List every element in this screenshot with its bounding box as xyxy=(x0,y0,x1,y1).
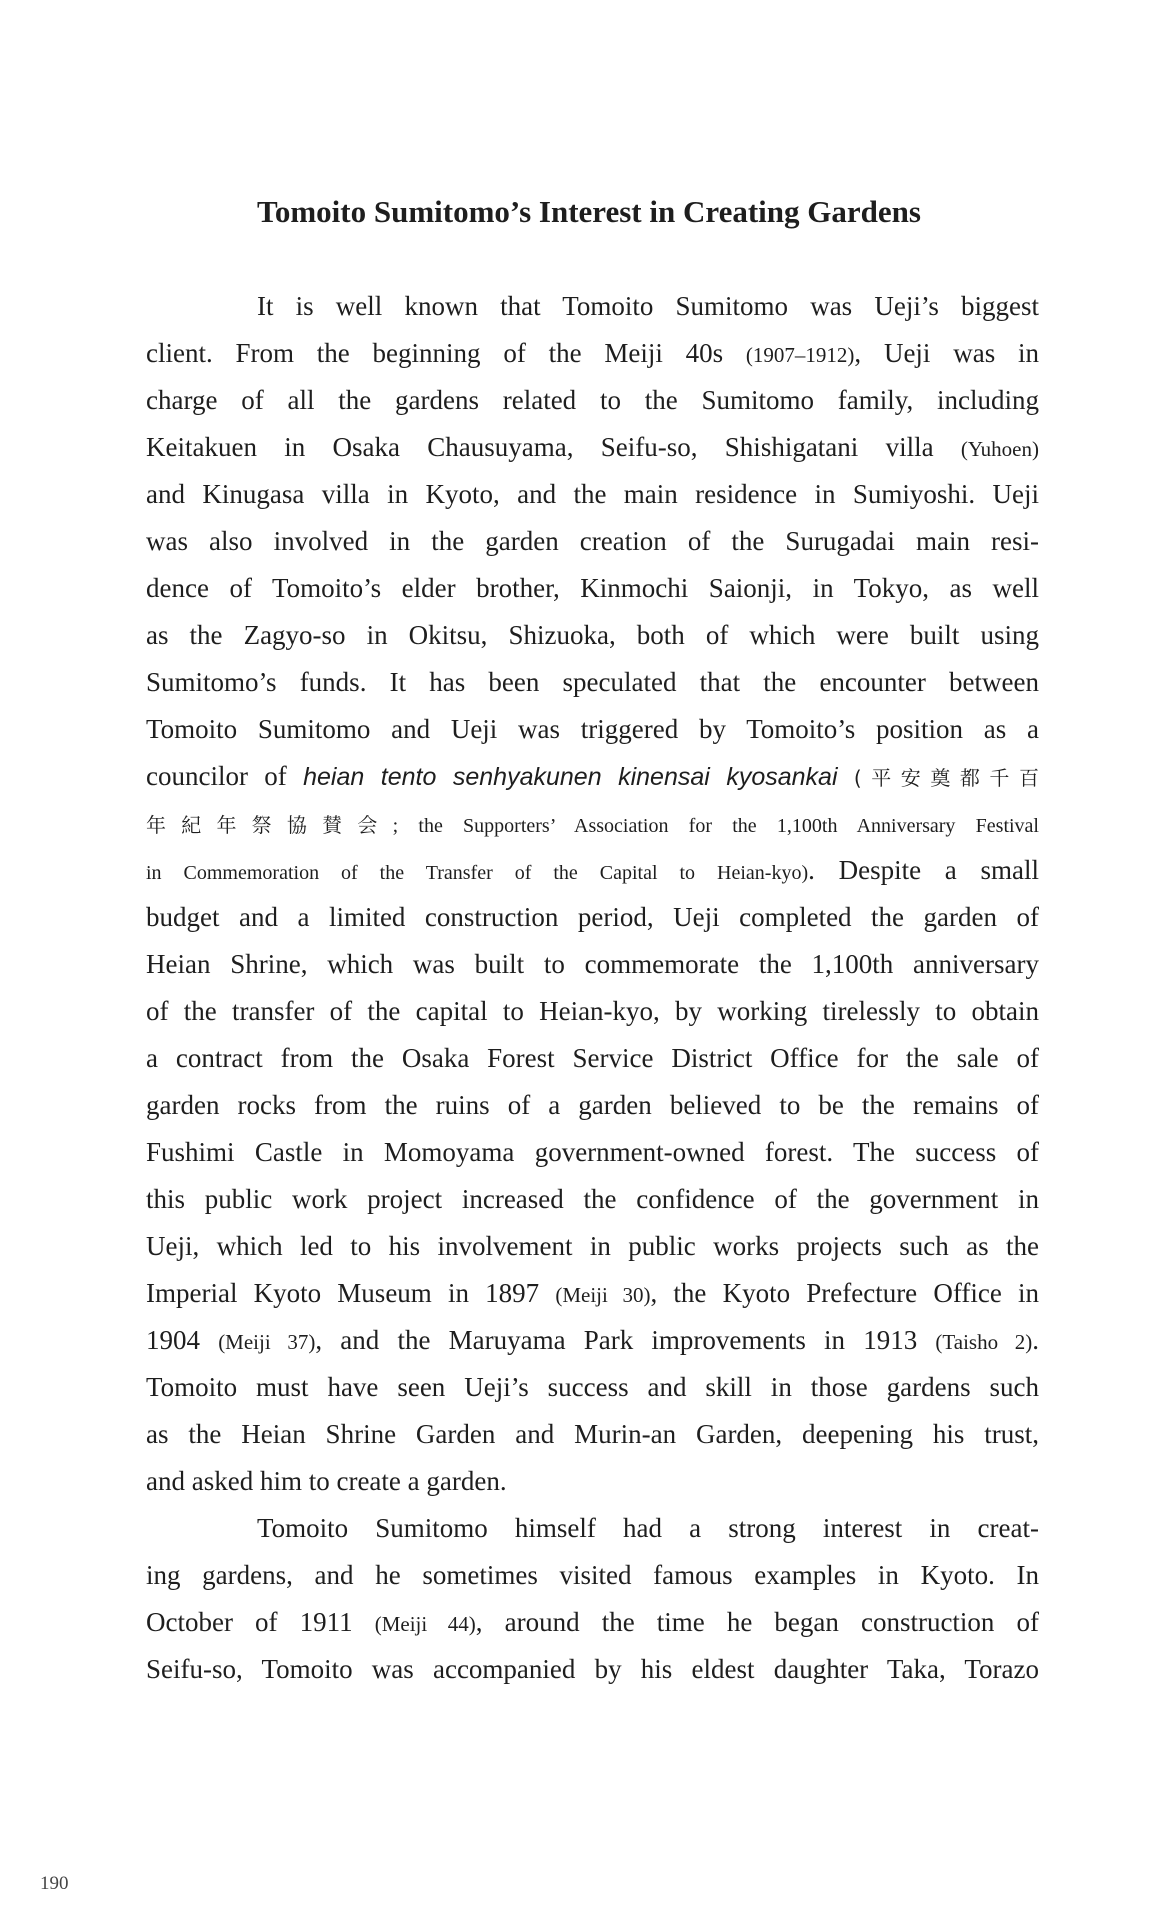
text-run: . Despite a small xyxy=(808,855,1039,885)
text-run: councilor of xyxy=(146,761,304,791)
paragraph-line xyxy=(146,518,1039,565)
paragraph-line xyxy=(146,1129,1039,1176)
text-run: charge of all the gardens related to the Sumitomo family, including xyxy=(146,385,1039,415)
paragraph-line xyxy=(146,706,1039,753)
paragraph-line xyxy=(146,988,1039,1035)
paragraph-line xyxy=(146,1599,1039,1646)
paragraph-line xyxy=(146,1082,1039,1129)
paragraph-line xyxy=(146,1176,1039,1223)
parenthetical-note: (Meiji 44) xyxy=(374,1612,476,1636)
paragraph-line xyxy=(146,1317,1039,1364)
parenthetical-note: (Yuhoen) xyxy=(960,437,1039,461)
paragraph-line xyxy=(146,1270,1039,1317)
paragraph-line xyxy=(146,565,1039,612)
text-run: , the Kyoto Prefecture Office in xyxy=(650,1278,1039,1308)
parenthetical-note: (Taisho 2) xyxy=(935,1330,1033,1354)
text-run: of the transfer of the capital to Heian-kyo, by working tirelessly to obtain xyxy=(146,996,1039,1026)
italic-term: heian tento senhyakunen kinensai kyosankai xyxy=(303,763,838,791)
text-run: as the Zagyo-so in Okitsu, Shizuoka, both of which were built using xyxy=(146,620,1039,650)
paragraph-line xyxy=(146,847,1039,894)
text-run: Fushimi Castle in Momoyama government-owned forest. The success of xyxy=(146,1137,1039,1167)
text-run: , around the time he began construction of xyxy=(475,1607,1040,1637)
paragraph-line xyxy=(146,424,1039,471)
parenthetical-note: (Meiji 37) xyxy=(218,1330,316,1354)
paragraph-line xyxy=(146,1411,1039,1458)
text-run: Tomoito must have seen Ueji’s success and skill in those gardens such xyxy=(146,1372,1039,1402)
text-run: 1904 xyxy=(146,1325,219,1355)
paragraph-line xyxy=(146,377,1039,424)
japanese-text: 年紀年祭協賛会 xyxy=(146,813,393,837)
text-run: was also involved in the garden creation of the Surugadai main resi- xyxy=(146,526,1039,556)
text-run: . xyxy=(1032,1325,1040,1355)
text-run: Tomoito Sumitomo himself had a strong interest in creat- xyxy=(257,1513,1039,1543)
paragraph-line xyxy=(146,471,1039,518)
text-run: Heian Shrine, which was built to commemorate the 1,100th anniversary xyxy=(146,949,1039,979)
page-number: 190 xyxy=(40,1873,69,1894)
text-run: garden rocks from the ruins of a garden believed to be the remains of xyxy=(146,1090,1039,1120)
paragraph-line xyxy=(146,800,1039,847)
paragraph-line xyxy=(146,659,1039,706)
parenthetical-note: (1907–1912) xyxy=(745,343,855,367)
text-run xyxy=(838,761,854,791)
text-run: ing gardens, and he sometimes visited famous examples in Kyoto. In xyxy=(146,1560,1039,1590)
text-run: Seifu-so, Tomoito was accompanied by his eldest daughter Taka, Torazo xyxy=(146,1654,1039,1684)
parenthetical-note: in Commemoration of the Transfer of the Capital to Heian-kyo) xyxy=(146,862,809,884)
text-run: Ueji, which led to his involvement in public works projects such as the xyxy=(146,1231,1039,1261)
text-run: October of 1911 xyxy=(146,1607,375,1637)
paragraph-line xyxy=(146,283,1039,330)
text-run: dence of Tomoito’s elder brother, Kinmochi Saionji, in Tokyo, as well xyxy=(146,573,1039,603)
paragraph-line xyxy=(146,1364,1039,1411)
paragraph-line xyxy=(146,1458,1039,1505)
paragraph-line xyxy=(146,1552,1039,1599)
body-text xyxy=(146,283,1039,1693)
text-run: , Ueji was in xyxy=(854,338,1039,368)
paragraph-line xyxy=(146,1035,1039,1082)
text-run: budget and a limited construction period, Ueji completed the garden of xyxy=(146,902,1039,932)
paragraph-line xyxy=(146,941,1039,988)
text-run: Tomoito Sumitomo and Ueji was triggered by Tomoito’s position as a xyxy=(146,714,1039,744)
paragraph-line xyxy=(146,330,1039,377)
text-run: and Kinugasa villa in Kyoto, and the main residence in Sumiyoshi. Ueji xyxy=(146,479,1039,509)
text-run: Imperial Kyoto Museum in 1897 xyxy=(146,1278,556,1308)
text-run: this public work project increased the confidence of the government in xyxy=(146,1184,1039,1214)
text-run: as the Heian Shrine Garden and Murin-an Garden, deepening his trust, xyxy=(146,1419,1039,1449)
paragraph-line xyxy=(146,1223,1039,1270)
text-run: Keitakuen in Osaka Chausuyama, Seifu-so, Shishigatani villa xyxy=(146,432,961,462)
japanese-text: (平安奠都千百 xyxy=(853,766,1039,790)
paragraph-line xyxy=(146,753,1039,800)
text-run: It is well known that Tomoito Sumitomo was Ueji’s biggest xyxy=(257,291,1039,321)
parenthetical-note: ; the Supporters’ Association for the 1,100th Anniversary Festival xyxy=(392,815,1039,837)
paragraph-line xyxy=(146,894,1039,941)
text-run: , and the Maruyama Park improvements in 1913 xyxy=(315,1325,936,1355)
parenthetical-note: (Meiji 30) xyxy=(555,1283,651,1307)
text-run: and asked him to create a garden. xyxy=(146,1466,507,1496)
paragraph-line xyxy=(146,612,1039,659)
paragraph-line xyxy=(146,1505,1039,1552)
text-run: client. From the beginning of the Meiji 40s xyxy=(146,338,746,368)
section-title: Tomoito Sumitomo’s Interest in Creating Gardens xyxy=(257,194,921,229)
paragraph-line xyxy=(146,1646,1039,1693)
text-run: a contract from the Osaka Forest Service District Office for the sale of xyxy=(146,1043,1039,1073)
text-run: Sumitomo’s funds. It has been speculated that the encounter between xyxy=(146,667,1039,697)
